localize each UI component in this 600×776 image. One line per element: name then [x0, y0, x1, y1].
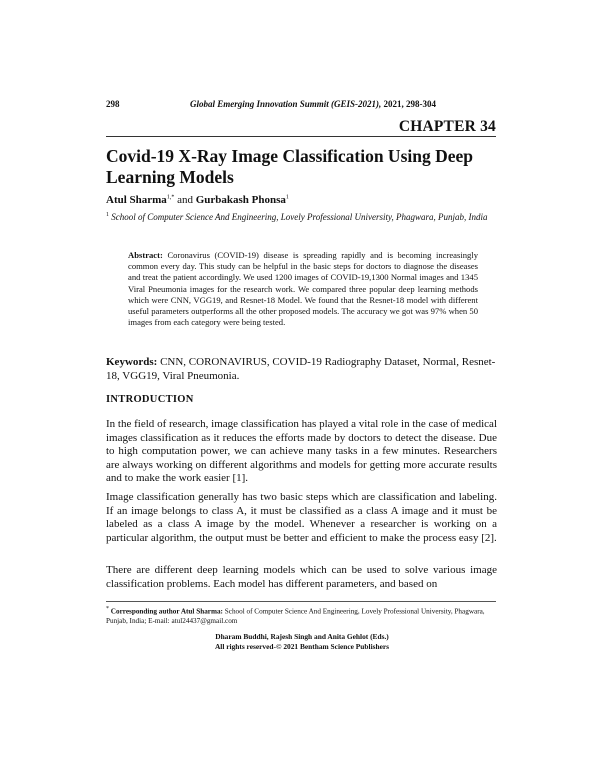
running-header: [190, 99, 436, 109]
editors-line: Dharam Buddhi, Rajesh Singh and Anita Gehlot (Eds.): [215, 632, 389, 641]
chapter-rule: [106, 136, 496, 137]
author-2: Gurbakash Phonsa: [195, 194, 286, 206]
author-2-sup: 1: [285, 194, 289, 201]
abstract: [128, 250, 478, 328]
author-line: [106, 194, 289, 206]
author-1-sup: 1,*: [166, 194, 175, 201]
footnote-label: Corresponding author Atul Sharma:: [110, 607, 223, 616]
journal-pages: 2021, 298-304: [383, 99, 437, 109]
abstract-text: Coronavirus (COVID-19) disease is spreading rapidly and is becoming increasingly common every day. This study can be helpful in the basic steps for doctors to diagnose the diseases and treat the patient accordingly. We used 1200 images of COVID-19,1300 Normal images and 1345 Viral Pneumonia images for the research work. We compared three popular deep learning methods which were CNN, VGG19, and Resnet-18 Model. We found that the Resnet-18 model with different useful parameters outperforms all the other proposed models. The accuracy we got was 97% when 50 images from each category were being tested.: [128, 250, 478, 328]
paragraph-2: Image classification generally has two basic steps which are classification and labeling. If an image belongs to class A, it must be classified as a class A image and it must be labeled as a class A image by the model. Whenever a researcher is working on a particular algorithm, the output must be better and efficient to make the process easy [2].: [106, 491, 497, 544]
copyright-line: All rights reserved-© 2021 Bentham Science Publishers: [214, 642, 390, 651]
footnote-text: School of Computer Science And Engineering, Lovely Professional University, Phagwara, Punjab, India; E-mail: atul24437@gmail.com: [106, 607, 485, 625]
journal-name: Global Emerging Innovation Summit (GEIS-2021),: [190, 99, 382, 109]
author-1: Atul Sharma: [106, 194, 167, 206]
keywords-text: CNN, CORONAVIRUS, COVID-19 Radiography Dataset, Normal, Resnet-18, VGG19, Viral Pneumonia.: [106, 356, 496, 382]
keywords-label: Keywords:: [106, 356, 158, 368]
chapter-label: CHAPTER 34: [398, 118, 496, 135]
footnote-mark: *: [106, 606, 109, 612]
footnote-rule: [106, 601, 496, 602]
paper-title: Covid-19 X-Ray Image Classification Using Deep Learning Models: [106, 146, 474, 187]
affiliation-text: School of Computer Science And Engineering, Lovely Professional University, Phagwara, Punjab, India: [111, 212, 488, 222]
editors-block: [106, 632, 498, 652]
paragraph-1: In the field of research, image classification has played a vital role in the case of medical images classification as it reduces the efforts made by doctors to detect the disease. Due to high computation power, we can achieve many tasks in a few minutes. Researchers are always working on different algorithms and models for getting more accurate results and to make the work easier [1].: [106, 418, 497, 485]
affiliation: [106, 209, 498, 223]
footnote: [106, 605, 497, 626]
abstract-label: Abstract:: [128, 250, 163, 260]
paragraph-3: There are different deep learning models which can be used to solve various image classification problems. Each model has different parameters, and based on: [106, 564, 497, 590]
affiliation-sup: 1: [106, 212, 109, 218]
page-number: 298: [106, 99, 120, 109]
keywords: [106, 355, 498, 383]
section-heading: INTRODUCTION: [106, 394, 194, 405]
author-conjunction: and: [177, 194, 193, 206]
